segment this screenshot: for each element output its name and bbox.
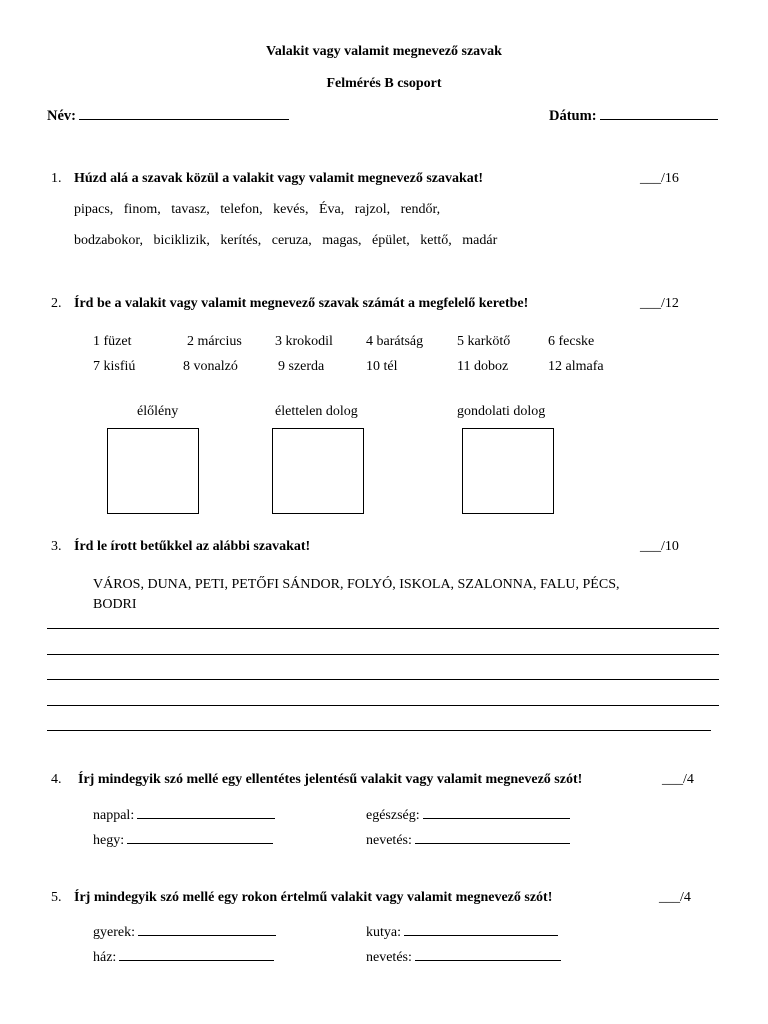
answer-blank[interactable]	[423, 806, 570, 819]
q1-word[interactable]: Éva,	[318, 202, 345, 217]
writing-line[interactable]	[47, 705, 719, 706]
q4-number: 4.	[51, 772, 62, 787]
q3-words-line2: BODRI	[93, 597, 137, 612]
q5-item[interactable]	[366, 948, 561, 966]
q4-item-label: egészség:	[366, 808, 420, 823]
q2-instruction: Írd be a valakit vagy valamit megnevező szavak számát a megfelelő keretbe!	[74, 296, 529, 311]
q3-instruction: Írd le írott betűkkel az alábbi szavakat!	[74, 539, 311, 554]
q1-word[interactable]: madár	[462, 233, 498, 248]
date-blank[interactable]	[600, 107, 718, 120]
q1-word[interactable]: tavasz,	[171, 202, 210, 217]
q2-word: 7 kisfiú	[93, 359, 136, 374]
q1-words-line2	[74, 233, 497, 249]
q1-score: ___/16	[640, 171, 679, 186]
q1-word[interactable]: rajzol,	[354, 202, 391, 217]
q1-word[interactable]: kerítés,	[220, 233, 262, 248]
answer-blank[interactable]	[137, 806, 275, 819]
answer-box-living[interactable]	[107, 428, 199, 514]
page-subtitle: Felmérés B csoport	[326, 76, 442, 91]
box-label-living: élőlény	[137, 404, 179, 419]
q5-number: 5.	[51, 890, 62, 905]
q1-word[interactable]: telefon,	[220, 202, 263, 217]
writing-line[interactable]	[47, 628, 719, 629]
answer-blank[interactable]	[404, 923, 558, 936]
q1-word[interactable]: ceruza,	[271, 233, 312, 248]
q2-word: 9 szerda	[278, 359, 325, 374]
q1-word[interactable]: finom,	[123, 202, 161, 217]
q2-word: 12 almafa	[548, 359, 604, 374]
q2-word: 11 doboz	[457, 359, 509, 374]
q5-item-label: kutya:	[366, 925, 401, 940]
q1-instruction: Húzd alá a szavak közül a valakit vagy valamit megnevező szavakat!	[74, 171, 484, 186]
q5-item-label: ház:	[93, 950, 117, 965]
q5-item-label: gyerek:	[93, 925, 135, 940]
box-label-abstract: gondolati dolog	[457, 404, 546, 419]
box-label-nonliving: élettelen dolog	[275, 404, 358, 419]
answer-blank[interactable]	[127, 831, 273, 844]
q5-item[interactable]	[93, 923, 276, 941]
q2-word: 3 krokodil	[275, 334, 333, 349]
q4-item[interactable]	[93, 831, 273, 849]
q4-item-label: nappal:	[93, 808, 135, 823]
q1-word[interactable]: rendőr,	[400, 202, 441, 217]
q4-item[interactable]	[366, 831, 570, 849]
q4-item-label: hegy:	[93, 833, 125, 848]
q1-word[interactable]: magas,	[322, 233, 362, 248]
q4-item[interactable]	[93, 806, 275, 824]
q3-score: ___/10	[640, 539, 679, 554]
q2-word: 10 tél	[366, 359, 398, 374]
name-label: Név:	[47, 108, 76, 124]
answer-blank[interactable]	[119, 948, 274, 961]
answer-blank[interactable]	[415, 831, 570, 844]
q1-word[interactable]: bodzabokor,	[74, 233, 144, 248]
q5-score: ___/4	[659, 890, 691, 905]
q5-item[interactable]	[93, 948, 274, 966]
q4-score: ___/4	[662, 772, 694, 787]
writing-line[interactable]	[47, 730, 711, 731]
q5-instruction: Írj mindegyik szó mellé egy rokon értelmű valakit vagy valamit megnevező szót!	[74, 890, 553, 905]
answer-blank[interactable]	[138, 923, 276, 936]
name-field[interactable]	[47, 107, 289, 125]
writing-line[interactable]	[47, 679, 719, 680]
q2-score: ___/12	[640, 296, 679, 311]
q5-item-label: nevetés:	[366, 950, 412, 965]
q1-word[interactable]: pipacs,	[74, 202, 114, 217]
q4-item[interactable]	[366, 806, 570, 824]
q2-word: 5 karkötő	[457, 334, 511, 349]
q1-number: 1.	[51, 171, 62, 186]
q2-word: 1 füzet	[93, 334, 132, 349]
q2-word: 8 vonalzó	[183, 359, 238, 374]
answer-box-abstract[interactable]	[462, 428, 554, 514]
q3-words-line1: VÁROS, DUNA, PETI, PETŐFI SÁNDOR, FOLYÓ, ISKOLA, SZALONNA, FALU, PÉCS,	[93, 577, 620, 592]
q1-word[interactable]: épület,	[372, 233, 410, 248]
answer-blank[interactable]	[415, 948, 561, 961]
q3-number: 3.	[51, 539, 62, 554]
q1-word[interactable]: biciklizik,	[153, 233, 210, 248]
q1-words-line1	[74, 202, 440, 218]
page-title: Valakit vagy valamit megnevező szavak	[266, 44, 502, 59]
writing-line[interactable]	[47, 654, 719, 655]
q2-number: 2.	[51, 296, 62, 311]
q2-word: 2 március	[187, 334, 242, 349]
q4-instruction: Írj mindegyik szó mellé egy ellentétes jelentésű valakit vagy valamit megnevező szót!	[78, 772, 583, 787]
q5-item[interactable]	[366, 923, 558, 941]
q4-item-label: nevetés:	[366, 833, 412, 848]
q2-word: 4 barátság	[366, 334, 424, 349]
answer-box-nonliving[interactable]	[272, 428, 364, 514]
q2-word: 6 fecske	[548, 334, 595, 349]
date-label: Dátum:	[549, 108, 597, 124]
name-blank[interactable]	[79, 107, 289, 120]
q1-word[interactable]: kevés,	[273, 202, 309, 217]
date-field[interactable]	[549, 107, 718, 125]
q1-word[interactable]: kettő,	[420, 233, 452, 248]
